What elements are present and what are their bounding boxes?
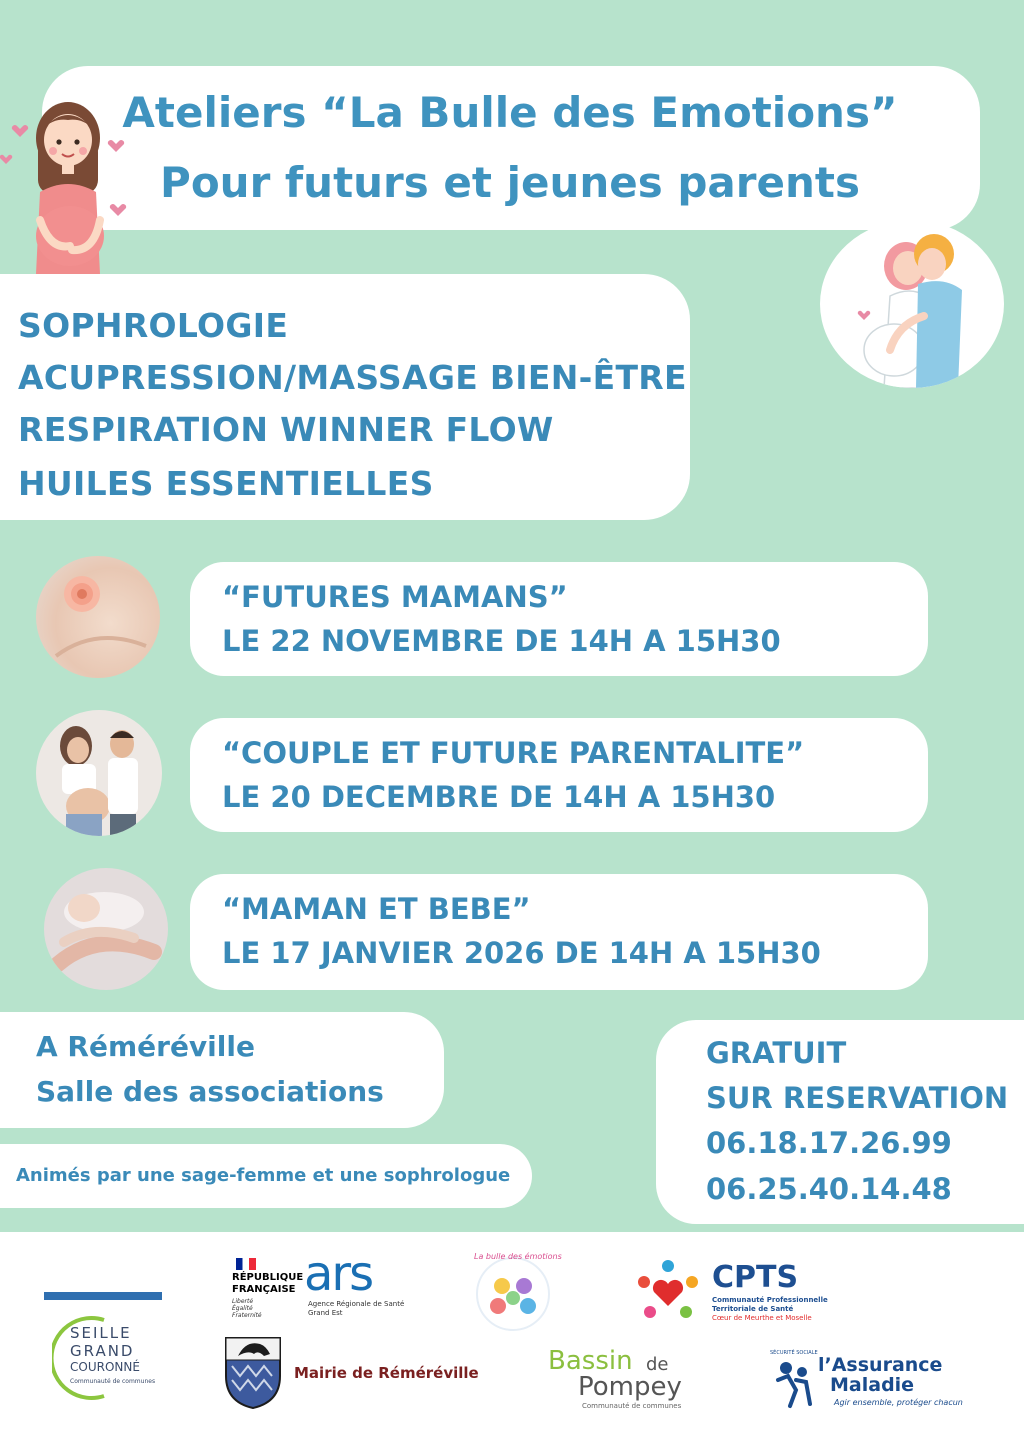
assurance-line1: l’Assurance xyxy=(818,1354,943,1376)
pompey-sub: Communauté de communes xyxy=(582,1402,682,1410)
seille-line2: GRAND xyxy=(70,1342,135,1360)
republique-line3: Liberté xyxy=(232,1298,254,1305)
seille-grand-couronne-logo xyxy=(44,1292,162,1412)
event-name: “MAMAN ET BEBE” xyxy=(222,892,531,926)
bassin-de-pompey-logo xyxy=(546,1346,726,1410)
reservation-label: SUR RESERVATION xyxy=(706,1081,1009,1115)
belly-flower-photo xyxy=(36,556,160,678)
ars-name: ars xyxy=(304,1246,373,1302)
page-subtitle: Pour futurs et jeunes parents xyxy=(160,158,860,207)
republique-line5: Fraternité xyxy=(232,1312,262,1319)
ars-sub2: Grand Est xyxy=(308,1309,343,1317)
republique-francaise-logo xyxy=(232,1258,302,1328)
cpts-logo xyxy=(632,1256,832,1326)
pompey-line1: Bassin xyxy=(548,1346,633,1376)
republique-line4: Égalité xyxy=(232,1305,253,1312)
mairie-name: Mairie de Réméréville xyxy=(294,1364,479,1382)
couple-illustration xyxy=(820,220,1004,388)
baby-in-hands-photo xyxy=(44,868,168,990)
phone-number-2[interactable]: 06.25.40.14.48 xyxy=(706,1172,952,1206)
cpts-sub2: Territoriale de Santé xyxy=(712,1305,794,1313)
couple-photo xyxy=(36,710,162,836)
republique-line1: RÉPUBLIQUE xyxy=(232,1272,304,1283)
cpts-name: CPTS xyxy=(712,1260,799,1295)
seille-line1: SEILLE xyxy=(70,1324,132,1342)
location-venue: Salle des associations xyxy=(36,1075,384,1108)
mairie-coat-of-arms xyxy=(224,1336,282,1410)
event-date: LE 20 DECEMBRE DE 14H A 15H30 xyxy=(222,780,776,814)
activity-item: ACUPRESSION/MASSAGE BIEN-ÊTRE xyxy=(18,358,687,397)
page-title: Ateliers “La Bulle des Emotions” xyxy=(122,88,898,137)
activity-item: HUILES ESSENTIELLES xyxy=(18,464,434,503)
cpts-sub3: Cœur de Meurthe et Moselle xyxy=(712,1314,812,1322)
price-label: GRATUIT xyxy=(706,1036,847,1070)
ars-sub1: Agence Régionale de Santé xyxy=(308,1300,405,1308)
activity-item: RESPIRATION WINNER FLOW xyxy=(18,410,554,449)
event-card-maman-bebe xyxy=(190,874,928,990)
seille-line3: COURONNÉ xyxy=(70,1360,140,1374)
assurance-arc-text: SÉCURITÉ SOCIALE xyxy=(770,1350,818,1356)
phone-number-1[interactable]: 06.18.17.26.99 xyxy=(706,1126,952,1160)
activity-item: SOPHROLOGIE xyxy=(18,306,289,345)
event-name: “FUTURES MAMANS” xyxy=(222,580,568,614)
pompey-line1b: de xyxy=(646,1354,669,1375)
ars-logo xyxy=(304,1246,408,1322)
assurance-maladie-logo xyxy=(770,1350,970,1410)
event-date: LE 22 NOVEMBRE DE 14H A 15H30 xyxy=(222,624,781,658)
assurance-line2: Maladie xyxy=(830,1374,915,1396)
location-town: A Réméréville xyxy=(36,1030,255,1063)
animators-text: Animés par une sage-femme et une sophrologue xyxy=(16,1165,511,1186)
seille-line4: Communauté de communes xyxy=(70,1378,156,1385)
event-card-couple-parentalite xyxy=(190,718,928,832)
pregnant-woman-illustration xyxy=(0,96,135,276)
pompey-line2: Pompey xyxy=(578,1372,682,1402)
republique-line2: FRANÇAISE xyxy=(232,1284,296,1295)
event-name: “COUPLE ET FUTURE PARENTALITE” xyxy=(222,736,805,770)
la-bulle-logo-text: La bulle des émotions xyxy=(474,1252,562,1261)
event-date: LE 17 JANVIER 2026 DE 14H A 15H30 xyxy=(222,936,821,970)
event-card-futures-mamans xyxy=(190,562,928,676)
cpts-sub1: Communauté Professionnelle xyxy=(712,1296,828,1304)
assurance-sub: Agir ensemble, protéger chacun xyxy=(834,1398,963,1407)
la-bulle-des-emotions-logo xyxy=(470,1246,562,1332)
